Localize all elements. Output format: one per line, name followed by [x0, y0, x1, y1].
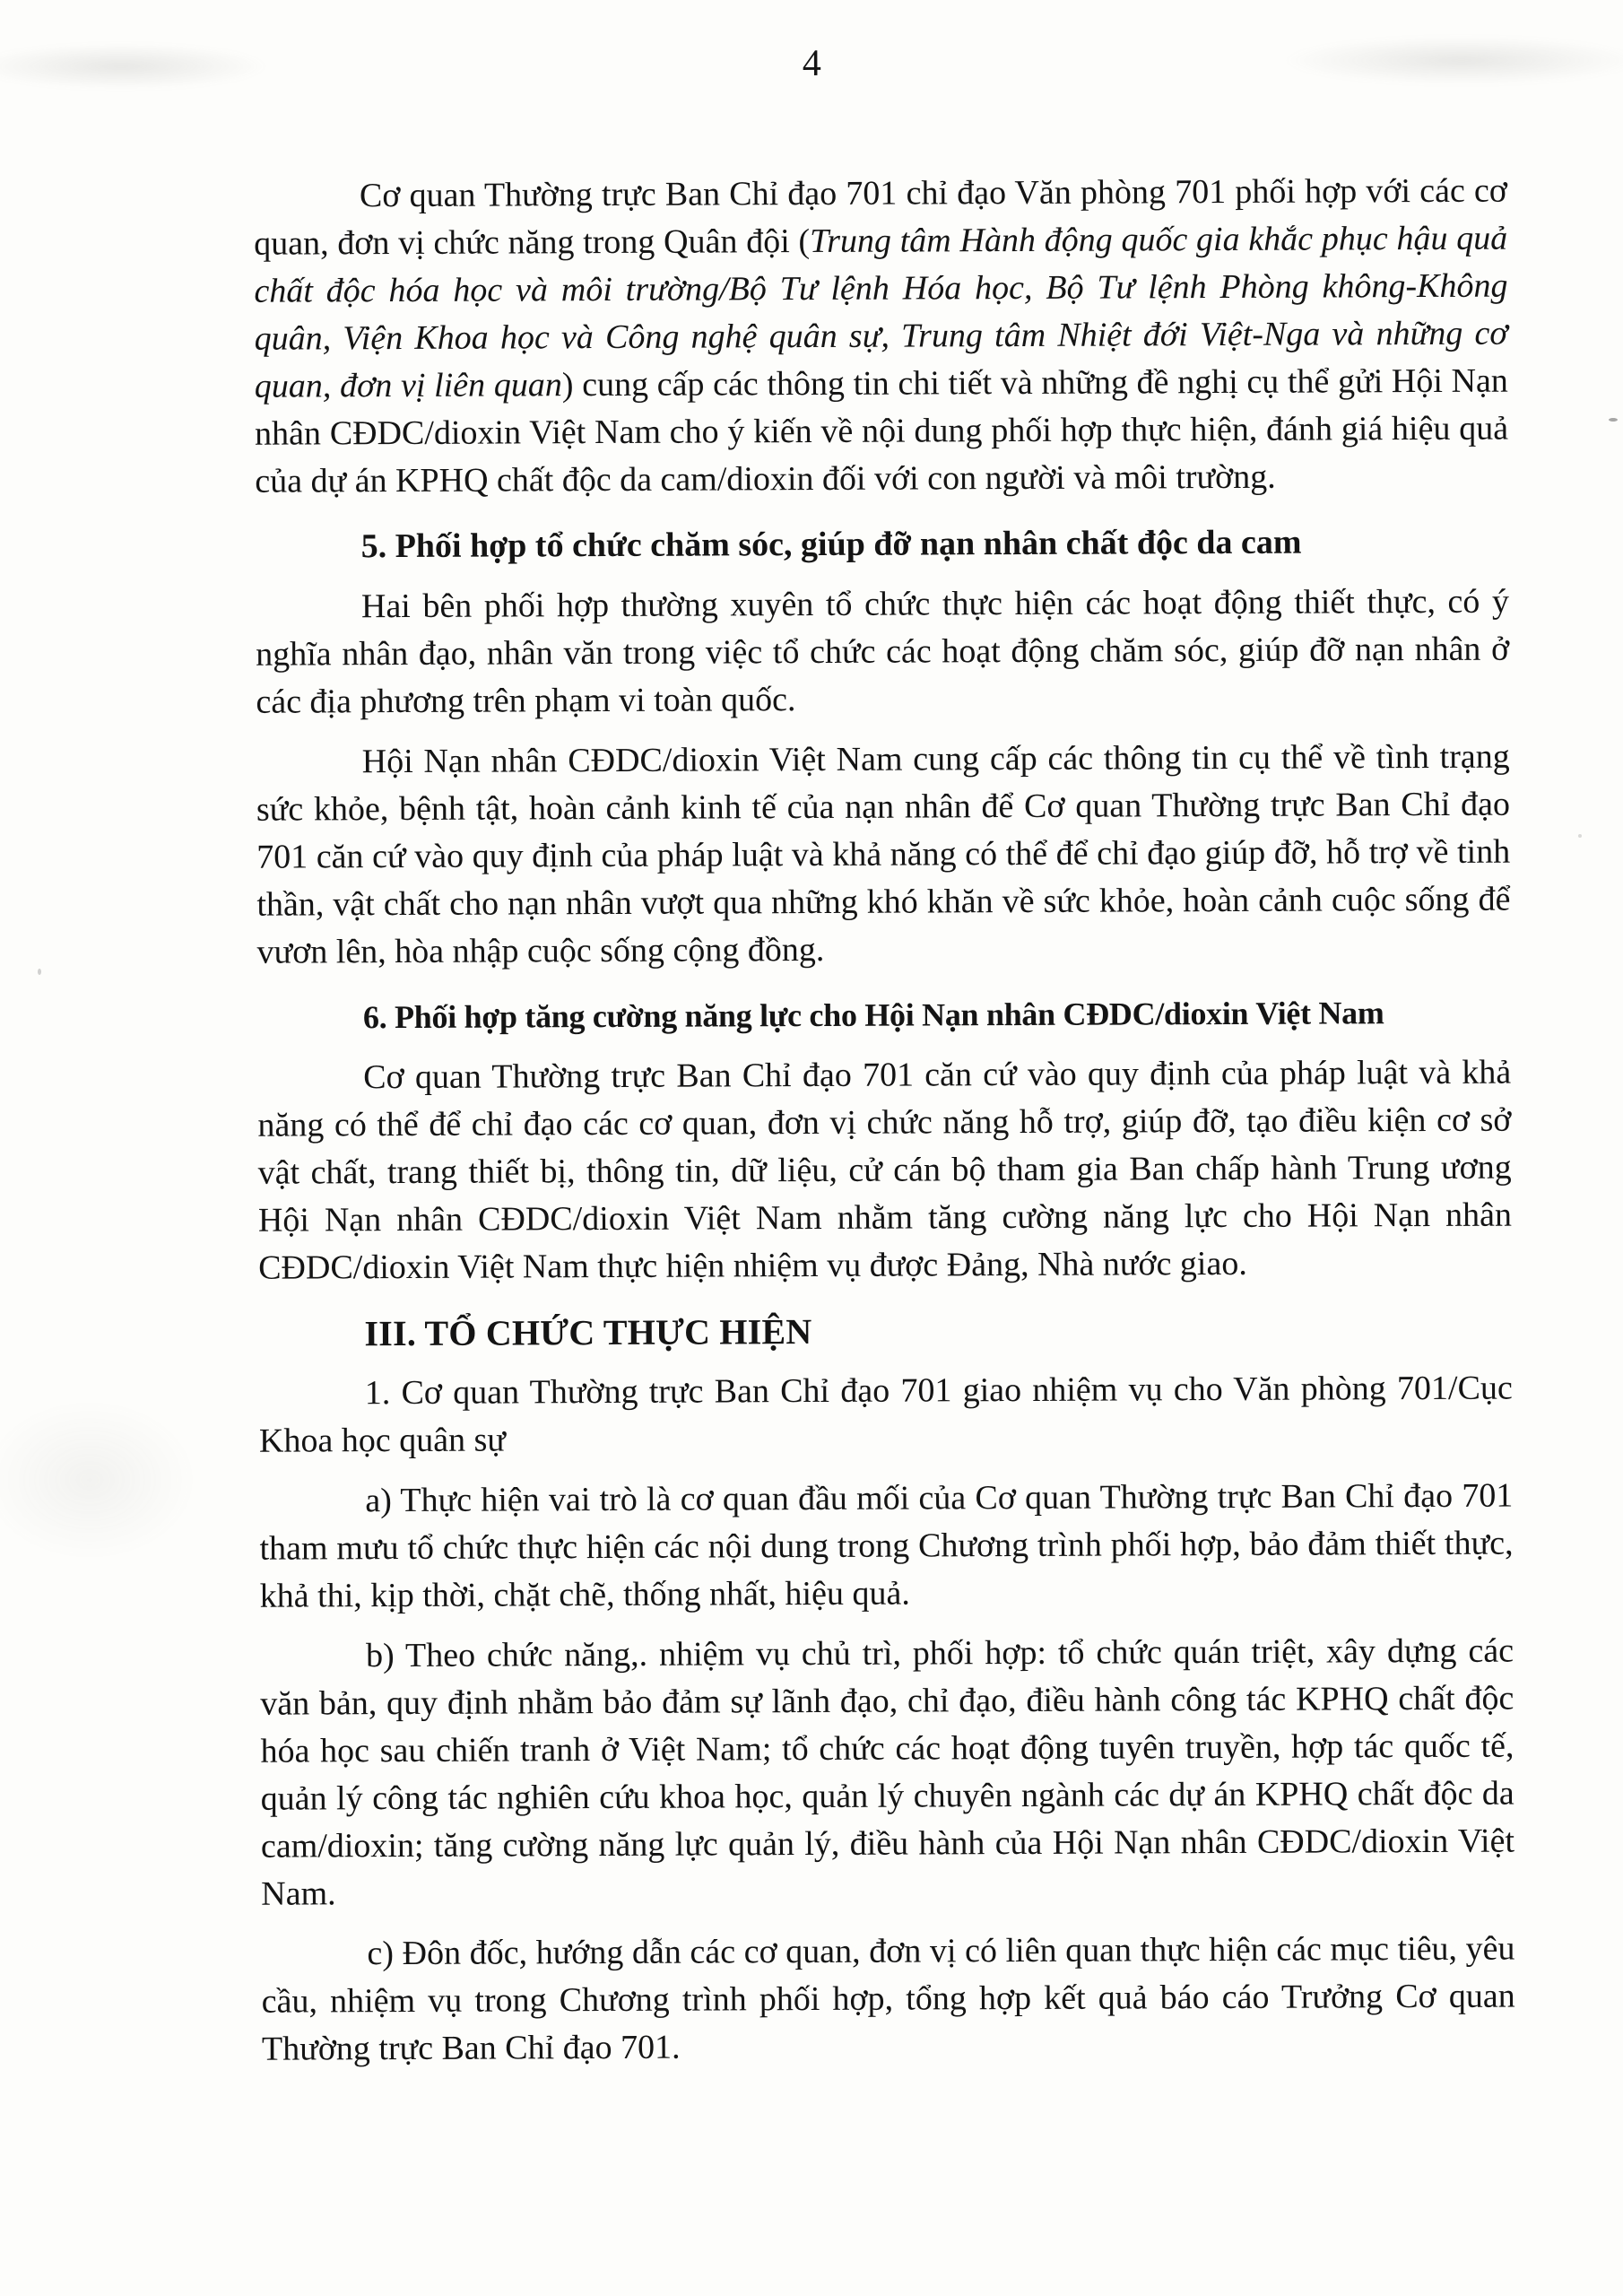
section-heading-5: 5. Phối hợp tổ chức chăm sóc, giúp đỡ nạn nhân chất độc da cam [360, 523, 1302, 566]
paragraph-item-b: b) Theo chức năng,. nhiệm vụ chủ trì, phối hợp: tổ chức quán triệt, xây dựng các văn bản, quy định nhằm bảo đảm sự lãnh đạo, chỉ đạo, điều hành công tác KPHQ chất độc hóa học sau chiến tranh ở Việt Nam; tổ chức các hoạt động tuyên truyền, hợp tác quốc tế, quản lý công tác nghiên cứu khoa học, quản lý chuyên ngành các dự án KPHQ chất độc da cam/dioxin; tăng cường năng lực quản lý, điều hành của Hội Nạn nhân CĐDC/dioxin Việt Nam. [260, 1631, 1515, 1913]
paragraph-coordination-intro [254, 168, 1509, 506]
paragraph-text: Cơ quan Thường trực Ban Chỉ đạo 701 chỉ đạo Văn phòng 701 phối hợp với các cơ quan, đơn vị chức năng trong Quân đội ( [254, 171, 1508, 263]
page-number: 4 [802, 42, 821, 85]
paragraph-care-support-1: Hai bên phối hợp thường xuyên tổ chức thực hiện các hoạt động thiết thực, có ý nghĩa nhân đạo, nhân văn trong việc tổ chức các hoạt động chăm sóc, giúp đỡ nạn nhân ở các địa phương trên phạm vi toàn quốc. [256, 582, 1510, 721]
document-text [254, 168, 1515, 2074]
paragraph-capacity-building: Cơ quan Thường trực Ban Chỉ đạo 701 căn cứ vào quy định của pháp luật và khả năng có thể để chỉ đạo các cơ quan, đơn vị chức năng hỗ trợ, giúp đỡ, tạo điều kiện cơ sở vật chất, trang thiết bị, thông tin, dữ liệu, cử cán bộ tham gia Ban chấp hành Trung ương Hội Nạn nhân CĐDC/dioxin Việt Nam nhằm tăng cường năng lực cho Hội Nạn nhân CĐDC/dioxin Việt Nam thực hiện nhiệm vụ được Đảng, Nhà nước giao. [257, 1053, 1513, 1287]
paragraph-text: ) cung cấp các thông tin chi tiết và những đề nghị cụ thể gửi Hội Nạn nhân CĐDC/dioxin Việt Nam cho ý kiến về nội dung phối hợp thực hiện, đánh giá hiệu quả của dự án KPHQ chất độc da cam/dioxin đối với con người và môi trường. [255, 361, 1509, 500]
paragraph-item-c: c) Đôn đốc, hướng dẫn các cơ quan, đơn vị có liên quan thực hiện các mục tiêu, yêu cầu, nhiệm vụ trong Chương trình phối hợp, tổng hợp kết quả báo cáo Trưởng Cơ quan Thường trực Ban Chỉ đạo 701. [261, 1929, 1515, 2068]
section-heading-6: 6. Phối hợp tăng cường năng lực cho Hội Nạn nhân CĐDC/dioxin Việt Nam [362, 995, 1384, 1036]
paragraph-item-a: a) Thực hiện vai trò là cơ quan đầu mối của Cơ quan Thường trực Ban Chỉ đạo 701 tham mưu tổ chức thực hiện các nội dung trong Chương trình phối hợp, bảo đảm thiết thực, khả thi, kịp thời, chặt chẽ, thống nhất, hiệu quả. [259, 1476, 1514, 1615]
section-heading-iii: III. TỔ CHỨC THỰC HIỆN [364, 1311, 812, 1354]
paragraph-text-italic-agency-list: Trung tâm Hành động quốc gia khắc phục hậu quả chất độc hóa học và môi trường/Bộ Tư lệnh Hóa học, Bộ Tư lệnh Phòng không-Không quân, Viện Khoa học và Công nghệ quân sự, Trung tâm Nhiệt đới Việt-Nga và những cơ quan, đơn vị liên quan [254, 219, 1508, 405]
paragraph-item-1-assignment: 1. Cơ quan Thường trực Ban Chỉ đạo 701 giao nhiệm vụ cho Văn phòng 701/Cục Khoa học quân sự [258, 1369, 1513, 1460]
paragraph-care-support-2: Hội Nạn nhân CĐDC/dioxin Việt Nam cung cấp các thông tin cụ thể về tình trạng sức khỏe, bệnh tật, hoàn cảnh kinh tế của nạn nhân để Cơ quan Thường trực Ban Chỉ đạo 701 căn cứ vào quy định của pháp luật và khả năng có thể để chỉ đạo giúp đỡ, hỗ trợ về tinh thần, vật chất cho nạn nhân vượt qua những khó khăn về sức khỏe, hoàn cảnh cuộc sống để vươn lên, hòa nhập cuộc sống cộng đồng. [256, 737, 1511, 971]
